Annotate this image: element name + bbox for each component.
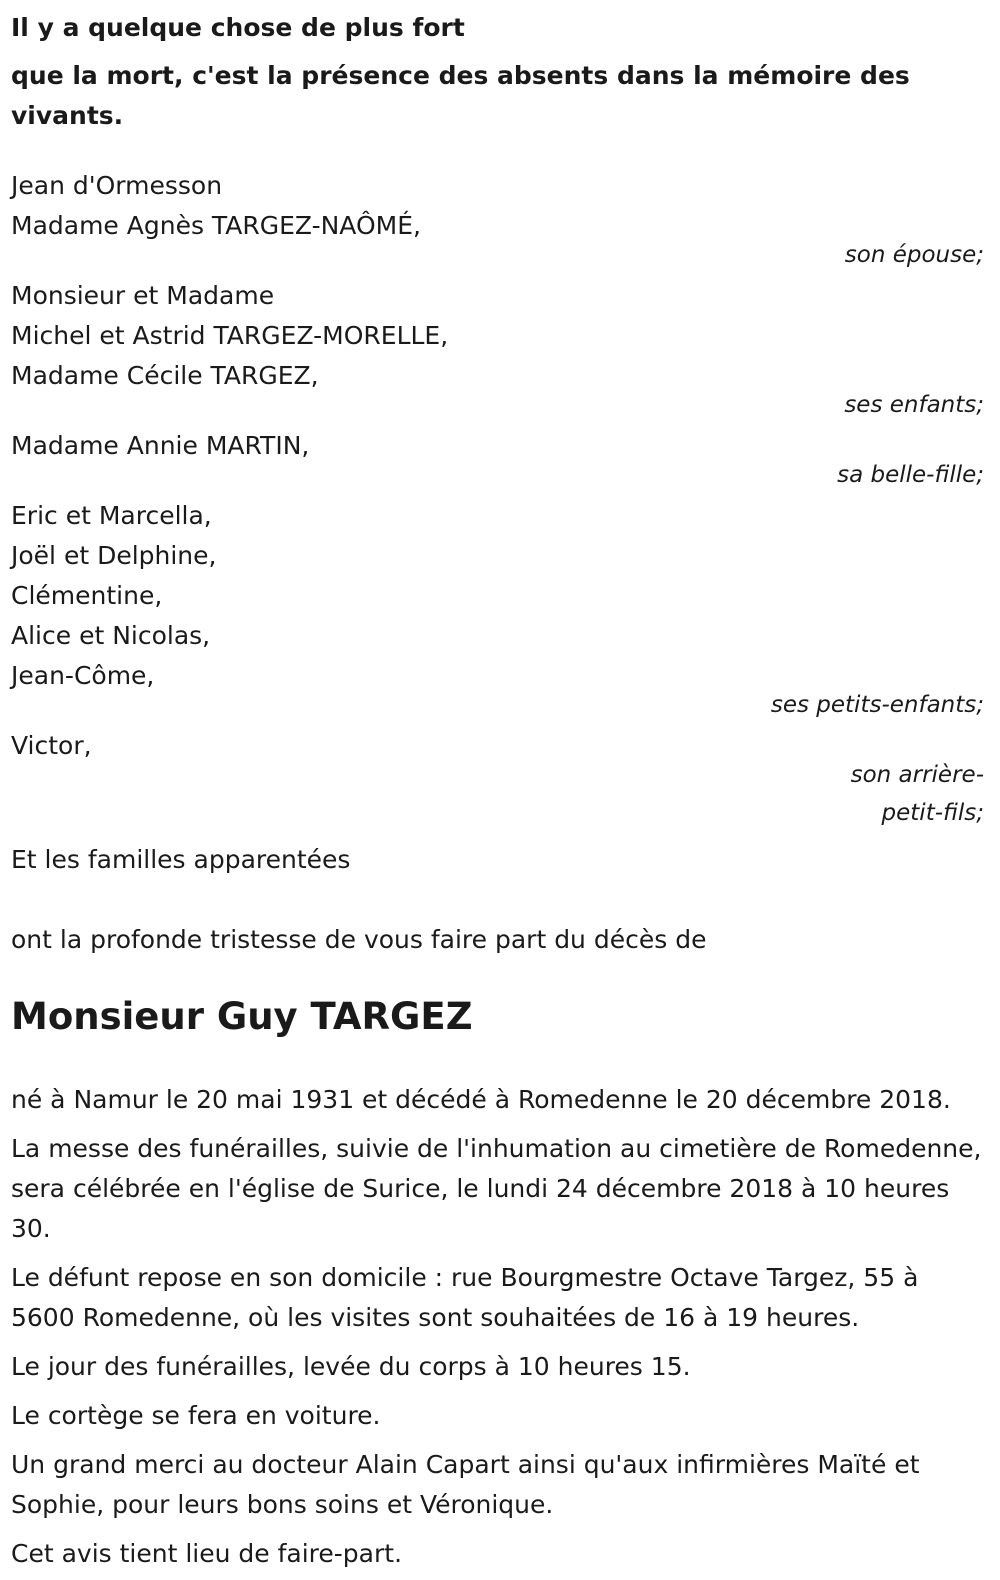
family-name: Madame Cécile TARGEZ,	[11, 361, 319, 390]
quote-author: Jean d'Ormesson	[11, 171, 223, 200]
family-name: Madame Annie MARTIN,	[11, 431, 310, 460]
family-name: Joël et Delphine,	[11, 541, 217, 570]
quote-line-2: que la mort, c'est la présence des absents dans la mémoire des vivants.	[11, 61, 910, 130]
family-role: ses petits-enfants;	[770, 692, 984, 718]
quote	[11, 8, 984, 136]
family-name: Clémentine,	[11, 581, 163, 610]
family-role-continued: petit-fils;	[881, 800, 984, 826]
family-grandchildren	[11, 496, 984, 726]
quote-line-1: Il y a quelque chose de plus fort	[11, 13, 465, 42]
announcement-intro: ont la profonde tristesse de vous faire part du décès de	[11, 925, 707, 954]
family-role: ses enfants;	[844, 392, 984, 418]
family-role: son épouse;	[844, 242, 984, 268]
paragraph: Cet avis tient lieu de faire-part.	[11, 1539, 403, 1568]
family-name: Victor,	[11, 731, 92, 760]
family-name: Jean-Côme,	[11, 661, 155, 690]
details	[11, 1080, 984, 1574]
family-great-grandchild	[11, 726, 984, 834]
paragraph: né à Namur le 20 mai 1931 et décédé à Romedenne le 20 décembre 2018.	[11, 1085, 951, 1114]
families-line: Et les familles apparentées	[11, 845, 351, 874]
paragraph: La messe des funérailles, suivie de l'inhumation au cimetière de Romedenne, sera célébrée en l'église de Surice, le lundi 24 décembre 2018 à 10 heures 30.	[11, 1134, 982, 1243]
paragraph: Un grand merci au docteur Alain Capart ainsi qu'aux infirmières Maïté et Sophie, pour leurs bons soins et Véronique.	[11, 1450, 920, 1519]
deceased-name: Monsieur Guy TARGEZ	[11, 995, 473, 1038]
family-name: Eric et Marcella,	[11, 501, 212, 530]
family-spouse	[11, 206, 984, 276]
family-role: son arrière-	[850, 762, 984, 788]
family-name: Alice et Nicolas,	[11, 621, 211, 650]
family-children	[11, 276, 984, 426]
paragraph: Le défunt repose en son domicile : rue Bourgmestre Octave Targez, 55 à 5600 Romedenne, où les visites sont souhaitées de 16 à 19 heures.	[11, 1263, 919, 1332]
family-name: Monsieur et Madame	[11, 281, 275, 310]
family-role: sa belle-fille;	[837, 462, 984, 488]
family-daughter-in-law	[11, 426, 984, 496]
paragraph: Le cortège se fera en voiture.	[11, 1401, 381, 1430]
family-name: Michel et Astrid TARGEZ-MORELLE,	[11, 321, 449, 350]
paragraph: Le jour des funérailles, levée du corps à 10 heures 15.	[11, 1352, 691, 1381]
family-name: Madame Agnès TARGEZ-NAÔMÉ,	[11, 211, 421, 240]
